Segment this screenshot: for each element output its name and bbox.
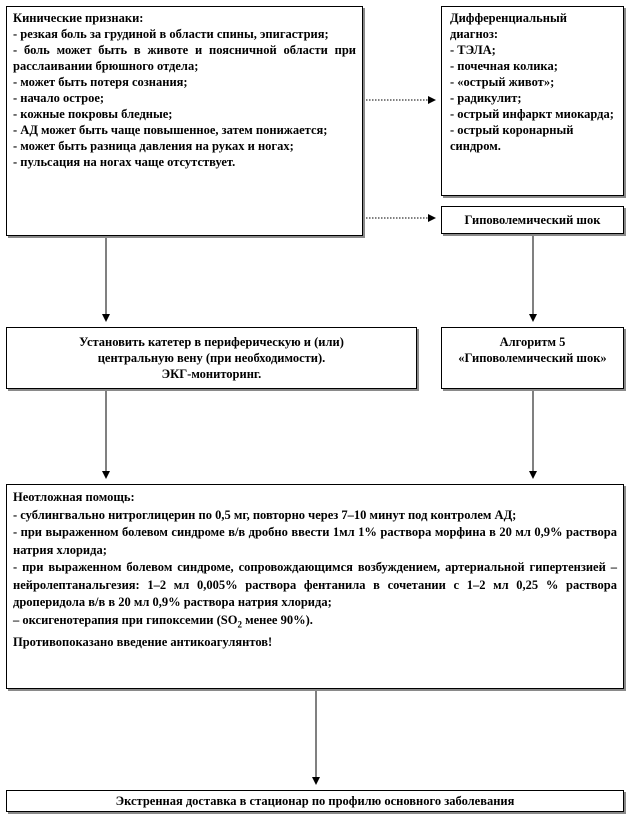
clinical-sign-item: - боль может быть в животе и поясничной области при расслаивании брюшного отдела; — [13, 43, 356, 73]
clinical-signs-title: Кинические признаки: — [13, 11, 144, 25]
differential-item: - «острый живот»; — [450, 75, 555, 89]
emergency-item: - при выраженном болевом синдроме в/в дробно ввести 1мл 1% раствора морфина в 20 мл 0,9% раствора натрия хлорида; — [13, 525, 617, 557]
differential-item: - ТЭЛА; — [450, 43, 496, 57]
clinical-sign-item: - может быть разница давления на руках и ногах; — [13, 139, 294, 153]
clinical-sign-item: - АД может быть чаще повышенное, затем понижается; — [13, 123, 328, 137]
emergency-warning: Противопоказано введение антикоагулянтов! — [13, 634, 273, 649]
differential-title: Дифференциальный диагноз: — [450, 11, 567, 41]
emergency-care-box — [6, 484, 624, 689]
differential-item: - острый коронарный синдром. — [450, 123, 574, 153]
catheter-line: ЭКГ-мониторинг. — [161, 367, 262, 381]
clinical-signs-box — [6, 6, 363, 236]
differential-item: - острый инфаркт миокарда; — [450, 107, 614, 121]
hypovolemic-shock-box — [441, 206, 624, 234]
clinical-sign-item: - может быть потеря сознания; — [13, 75, 188, 89]
emergency-item: - сублингвально нитроглицерин по 0,5 мг, повторно через 7–10 минут под контролем АД; — [13, 507, 517, 522]
algorithm-box — [441, 327, 624, 389]
emergency-item: - при выраженном болевом синдроме, сопровождающимся возбуждением, артериальной гипертензией – нейролептанальгезия: 1–2 мл 0,005% раствора фентанила в сочетании с 1–2 мл 0,25 % раствора дроперидола в/в в 20 мл 0,9% раствора натрия хлорида; — [13, 560, 617, 609]
emergency-oxygen-item: – оксигенотерапия при гипоксемии ($SO_2$ менее 90%). — [13, 612, 313, 629]
hospital-delivery-box — [6, 790, 624, 812]
clinical-sign-item: - кожные покровы бледные; — [13, 107, 173, 121]
hospital-delivery-label: Экстренная доставка в стационар по профилю основного заболевания — [115, 794, 515, 808]
clinical-sign-item: - пульсация на ногах чаще отсутствует. — [13, 155, 236, 169]
hypovolemic-shock-label: Гиповолемический шок — [464, 213, 601, 227]
clinical-sign-item: - начало острое; — [13, 91, 105, 105]
differential-item: - радикулит; — [450, 91, 522, 105]
algorithm-line: Алгоритм 5 — [499, 335, 566, 349]
catheter-box — [6, 327, 417, 389]
catheter-line: Установить катетер в периферическую и (или) — [79, 335, 344, 349]
emergency-title: Неотложная помощь: — [13, 490, 135, 504]
algorithm-line: «Гиповолемический шок» — [458, 351, 607, 365]
catheter-line: центральную вену (при необходимости). — [97, 351, 326, 365]
differential-diagnosis-box — [441, 6, 624, 196]
differential-item: - почечная колика; — [450, 59, 558, 73]
clinical-sign-item: - резкая боль за грудиной в области спины, эпигастрия; — [13, 27, 329, 41]
